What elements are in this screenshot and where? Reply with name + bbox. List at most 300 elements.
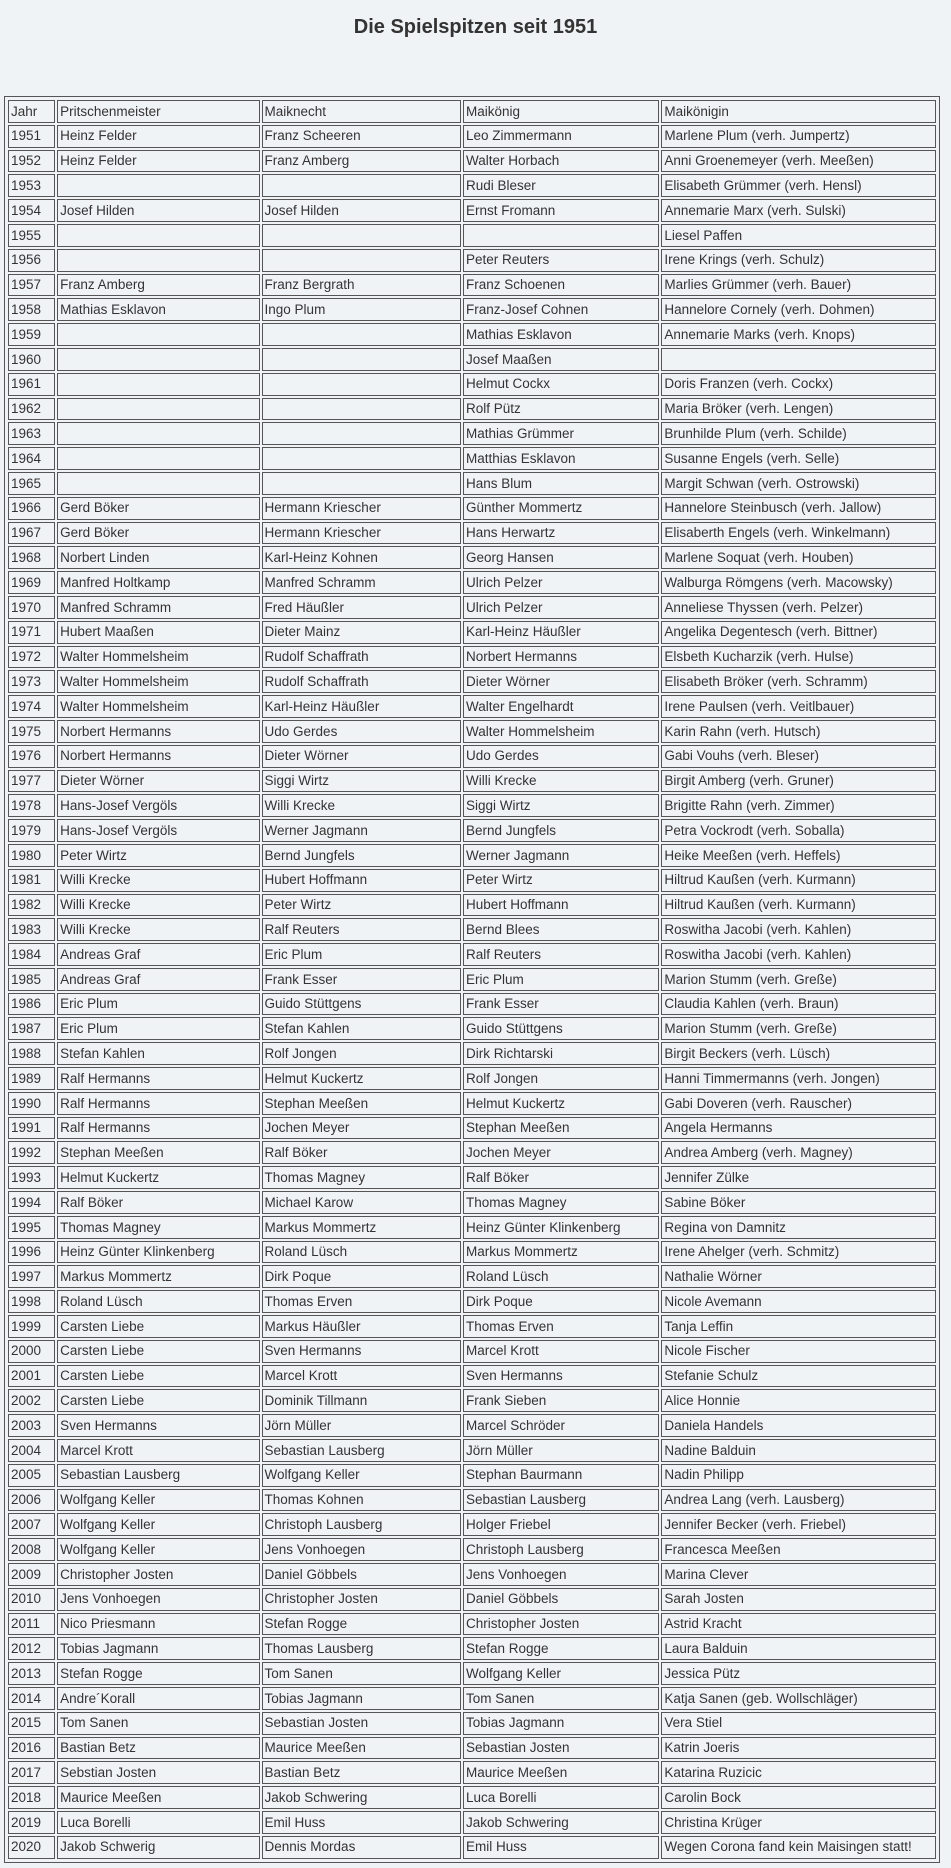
- cell-jahr: 2002: [8, 1389, 55, 1412]
- table-row: [8, 125, 936, 148]
- cell-maikoenig: Bernd Blees: [463, 918, 659, 941]
- cell-maikoenigin: Katrin Joeris: [661, 1737, 936, 1760]
- cell-maiknecht: Guido Stüttgens: [262, 993, 461, 1016]
- cell-maiknecht: Karl-Heinz Häußler: [262, 695, 461, 718]
- cell-pritschenmeister: Walter Hommelsheim: [57, 695, 259, 718]
- cell-jahr: 1962: [8, 398, 55, 421]
- cell-jahr: 2001: [8, 1365, 55, 1388]
- cell-maiknecht: Tom Sanen: [262, 1662, 461, 1685]
- cell-maikoenig: Dirk Richtarski: [463, 1042, 659, 1065]
- cell-maikoenigin: Christina Krüger: [661, 1811, 936, 1834]
- cell-maiknecht: [262, 224, 461, 247]
- cell-jahr: 1961: [8, 373, 55, 396]
- cell-maikoenigin: Astrid Kracht: [661, 1613, 936, 1636]
- cell-maikoenigin: Hannelore Cornely (verh. Dohmen): [661, 298, 936, 321]
- cell-pritschenmeister: [57, 422, 259, 445]
- table-row: [8, 1588, 936, 1611]
- cell-maikoenig: Marcel Schröder: [463, 1414, 659, 1437]
- cell-maikoenigin: Nadine Balduin: [661, 1439, 936, 1462]
- cell-jahr: 2016: [8, 1737, 55, 1760]
- cell-maikoenigin: Marion Stumm (verh. Greße): [661, 1017, 936, 1040]
- cell-maiknecht: Hubert Hoffmann: [262, 869, 461, 892]
- table-row: [8, 249, 936, 272]
- header-maiknecht: Maiknecht: [262, 100, 461, 123]
- table-row: [8, 1464, 936, 1487]
- cell-maikoenigin: Brunhilde Plum (verh. Schilde): [661, 422, 936, 445]
- cell-maikoenig: Stefan Rogge: [463, 1637, 659, 1660]
- cell-maiknecht: Dominik Tillmann: [262, 1389, 461, 1412]
- cell-maikoenigin: Irene Paulsen (verh. Veitlbauer): [661, 695, 936, 718]
- cell-pritschenmeister: Heinz Felder: [57, 150, 259, 173]
- cell-jahr: 1982: [8, 894, 55, 917]
- table-row: [8, 993, 936, 1016]
- table-row: [8, 422, 936, 445]
- cell-pritschenmeister: Wolfgang Keller: [57, 1489, 259, 1512]
- cell-pritschenmeister: Ralf Hermanns: [57, 1117, 259, 1140]
- table-row: [8, 1538, 936, 1561]
- cell-maikoenigin: Gabi Doveren (verh. Rauscher): [661, 1092, 936, 1115]
- cell-jahr: 2020: [8, 1836, 55, 1859]
- cell-jahr: 1970: [8, 596, 55, 619]
- cell-maikoenig: Matthias Esklavon: [463, 447, 659, 470]
- cell-pritschenmeister: Eric Plum: [57, 1017, 259, 1040]
- cell-maikoenigin: Petra Vockrodt (verh. Soballa): [661, 819, 936, 842]
- cell-maiknecht: Franz Amberg: [262, 150, 461, 173]
- cell-pritschenmeister: [57, 323, 259, 346]
- cell-pritschenmeister: Stephan Meeßen: [57, 1141, 259, 1164]
- table-row: [8, 1811, 936, 1834]
- table-row: [8, 869, 936, 892]
- table-row: [8, 199, 936, 222]
- header-pritschenmeister: Pritschenmeister: [57, 100, 259, 123]
- cell-maikoenig: Holger Friebel: [463, 1513, 659, 1536]
- cell-maiknecht: Ralf Böker: [262, 1141, 461, 1164]
- cell-maikoenigin: Nathalie Wörner: [661, 1265, 936, 1288]
- cell-maiknecht: Sebastian Josten: [262, 1712, 461, 1735]
- cell-maikoenigin: Tanja Leffin: [661, 1315, 936, 1338]
- cell-maikoenigin: Heike Meeßen (verh. Heffels): [661, 844, 936, 867]
- cell-maikoenigin: Nicole Avemann: [661, 1290, 936, 1313]
- cell-maikoenig: Heinz Günter Klinkenberg: [463, 1216, 659, 1239]
- cell-pritschenmeister: [57, 348, 259, 371]
- cell-maikoenigin: Walburga Römgens (verh. Macowsky): [661, 571, 936, 594]
- cell-maikoenig: Luca Borelli: [463, 1786, 659, 1809]
- cell-maikoenig: Stephan Meeßen: [463, 1117, 659, 1140]
- cell-jahr: 1993: [8, 1166, 55, 1189]
- cell-maiknecht: Udo Gerdes: [262, 720, 461, 743]
- table-row: [8, 1290, 936, 1313]
- cell-pritschenmeister: Carsten Liebe: [57, 1340, 259, 1363]
- table-row: [8, 1737, 936, 1760]
- header-maikoenig: Maikönig: [463, 100, 659, 123]
- table-row: [8, 1166, 936, 1189]
- cell-maikoenig: Willi Krecke: [463, 770, 659, 793]
- cell-maiknecht: Dieter Mainz: [262, 621, 461, 644]
- table-row: [8, 968, 936, 991]
- cell-jahr: 2000: [8, 1340, 55, 1363]
- cell-maikoenig: Ralf Reuters: [463, 943, 659, 966]
- cell-jahr: 1952: [8, 150, 55, 173]
- cell-jahr: 1988: [8, 1042, 55, 1065]
- cell-maiknecht: Maurice Meeßen: [262, 1737, 461, 1760]
- cell-maikoenig: Markus Mommertz: [463, 1241, 659, 1264]
- table-row: [8, 670, 936, 693]
- cell-jahr: 2005: [8, 1464, 55, 1487]
- cell-pritschenmeister: Dieter Wörner: [57, 770, 259, 793]
- table-row: [8, 1489, 936, 1512]
- cell-jahr: 1979: [8, 819, 55, 842]
- cell-pritschenmeister: [57, 224, 259, 247]
- cell-maiknecht: Dirk Poque: [262, 1265, 461, 1288]
- cell-maiknecht: Rudolf Schaffrath: [262, 670, 461, 693]
- cell-maiknecht: Werner Jagmann: [262, 819, 461, 842]
- cell-maikoenig: Peter Reuters: [463, 249, 659, 272]
- cell-maiknecht: Sebastian Lausberg: [262, 1439, 461, 1462]
- spielspitzen-table: [6, 98, 938, 1861]
- cell-maikoenigin: Sabine Böker: [661, 1191, 936, 1214]
- table-row: [8, 323, 936, 346]
- cell-maikoenigin: Marlene Plum (verh. Jumpertz): [661, 125, 936, 148]
- cell-maikoenigin: Hiltrud Kaußen (verh. Kurmann): [661, 894, 936, 917]
- cell-maiknecht: Dennis Mordas: [262, 1836, 461, 1859]
- cell-pritschenmeister: Markus Mommertz: [57, 1265, 259, 1288]
- cell-maikoenig: Thomas Magney: [463, 1191, 659, 1214]
- cell-maikoenigin: Margit Schwan (verh. Ostrowski): [661, 472, 936, 495]
- cell-jahr: 1983: [8, 918, 55, 941]
- cell-pritschenmeister: Sebastian Lausberg: [57, 1464, 259, 1487]
- cell-maikoenigin: Birgit Amberg (verh. Gruner): [661, 770, 936, 793]
- cell-pritschenmeister: Roland Lüsch: [57, 1290, 259, 1313]
- cell-jahr: 1984: [8, 943, 55, 966]
- cell-maikoenig: Jakob Schwering: [463, 1811, 659, 1834]
- cell-maikoenig: Günther Mommertz: [463, 497, 659, 520]
- cell-maikoenigin: Doris Franzen (verh. Cockx): [661, 373, 936, 396]
- cell-maikoenigin: Annemarie Marx (verh. Sulski): [661, 199, 936, 222]
- cell-maiknecht: Rolf Jongen: [262, 1042, 461, 1065]
- cell-maikoenigin: Jennifer Becker (verh. Friebel): [661, 1513, 936, 1536]
- cell-maiknecht: Ralf Reuters: [262, 918, 461, 941]
- cell-jahr: 2017: [8, 1761, 55, 1784]
- cell-maiknecht: [262, 472, 461, 495]
- table-row: [8, 1340, 936, 1363]
- table-row: [8, 150, 936, 173]
- cell-maikoenig: Peter Wirtz: [463, 869, 659, 892]
- cell-jahr: 2012: [8, 1637, 55, 1660]
- cell-maiknecht: Thomas Magney: [262, 1166, 461, 1189]
- cell-pritschenmeister: Carsten Liebe: [57, 1315, 259, 1338]
- cell-maiknecht: [262, 249, 461, 272]
- cell-jahr: 1973: [8, 670, 55, 693]
- cell-maiknecht: Wolfgang Keller: [262, 1464, 461, 1487]
- table-row: [8, 174, 936, 197]
- cell-maikoenigin: Anni Groenemeyer (verh. Meeßen): [661, 150, 936, 173]
- table-row: [8, 497, 936, 520]
- cell-maiknecht: Eric Plum: [262, 943, 461, 966]
- cell-jahr: 1998: [8, 1290, 55, 1313]
- cell-maikoenigin: Elisabeth Grümmer (verh. Hensl): [661, 174, 936, 197]
- cell-jahr: 1980: [8, 844, 55, 867]
- cell-maikoenig: Walter Engelhardt: [463, 695, 659, 718]
- cell-pritschenmeister: Ralf Hermanns: [57, 1092, 259, 1115]
- cell-jahr: 2007: [8, 1513, 55, 1536]
- cell-jahr: 1999: [8, 1315, 55, 1338]
- cell-maikoenig: Helmut Cockx: [463, 373, 659, 396]
- table-row: [8, 1414, 936, 1437]
- cell-maikoenig: Christopher Josten: [463, 1613, 659, 1636]
- cell-jahr: 1978: [8, 794, 55, 817]
- cell-jahr: 1956: [8, 249, 55, 272]
- cell-pritschenmeister: Jens Vonhoegen: [57, 1588, 259, 1611]
- cell-pritschenmeister: Ralf Hermanns: [57, 1067, 259, 1090]
- table-row: [8, 373, 936, 396]
- page-title: Die Spielspitzen seit 1951: [353, 16, 598, 38]
- table-row: [8, 894, 936, 917]
- cell-jahr: 1989: [8, 1067, 55, 1090]
- cell-jahr: 1996: [8, 1241, 55, 1264]
- cell-pritschenmeister: Heinz Günter Klinkenberg: [57, 1241, 259, 1264]
- cell-maikoenigin: Andrea Amberg (verh. Magney): [661, 1141, 936, 1164]
- cell-maikoenigin: Gabi Vouhs (verh. Bleser): [661, 745, 936, 768]
- cell-pritschenmeister: Eric Plum: [57, 993, 259, 1016]
- cell-maikoenig: Hans Blum: [463, 472, 659, 495]
- cell-maikoenigin: Brigitte Rahn (verh. Zimmer): [661, 794, 936, 817]
- cell-pritschenmeister: Nico Priesmann: [57, 1613, 259, 1636]
- cell-maiknecht: Jens Vonhoegen: [262, 1538, 461, 1561]
- cell-pritschenmeister: [57, 447, 259, 470]
- cell-maikoenigin: Sarah Josten: [661, 1588, 936, 1611]
- cell-maikoenigin: Irene Ahelger (verh. Schmitz): [661, 1241, 936, 1264]
- table-row: [8, 1265, 936, 1288]
- cell-maikoenigin: Marina Clever: [661, 1563, 936, 1586]
- cell-maiknecht: Sven Hermanns: [262, 1340, 461, 1363]
- cell-pritschenmeister: Hans-Josef Vergöls: [57, 794, 259, 817]
- cell-pritschenmeister: Bastian Betz: [57, 1737, 259, 1760]
- header-maikoenigin: Maikönigin: [661, 100, 936, 123]
- table-row: [8, 1836, 936, 1859]
- cell-pritschenmeister: Gerd Böker: [57, 522, 259, 545]
- cell-maikoenigin: Susanne Engels (verh. Selle): [661, 447, 936, 470]
- table-row: [8, 794, 936, 817]
- cell-maikoenigin: Hanni Timmermanns (verh. Jongen): [661, 1067, 936, 1090]
- table-row: [8, 596, 936, 619]
- cell-maikoenigin: Katarina Ruzicic: [661, 1761, 936, 1784]
- cell-pritschenmeister: Wolfgang Keller: [57, 1538, 259, 1561]
- cell-maikoenigin: Angelika Degentesch (verh. Bittner): [661, 621, 936, 644]
- table-row: [8, 348, 936, 371]
- table-row: [8, 1662, 936, 1685]
- cell-jahr: 1997: [8, 1265, 55, 1288]
- cell-maikoenig: Ernst Fromann: [463, 199, 659, 222]
- table-row: [8, 571, 936, 594]
- cell-jahr: 2019: [8, 1811, 55, 1834]
- cell-pritschenmeister: Carsten Liebe: [57, 1389, 259, 1412]
- cell-maikoenigin: Marlies Grümmer (verh. Bauer): [661, 274, 936, 297]
- cell-pritschenmeister: [57, 398, 259, 421]
- cell-maikoenig: Ulrich Pelzer: [463, 571, 659, 594]
- cell-pritschenmeister: Manfred Schramm: [57, 596, 259, 619]
- table-row: [8, 1017, 936, 1040]
- cell-pritschenmeister: Franz Amberg: [57, 274, 259, 297]
- cell-maiknecht: Dieter Wörner: [262, 745, 461, 768]
- cell-pritschenmeister: Peter Wirtz: [57, 844, 259, 867]
- cell-pritschenmeister: Heinz Felder: [57, 125, 259, 148]
- cell-maikoenig: Jens Vonhoegen: [463, 1563, 659, 1586]
- cell-jahr: 1985: [8, 968, 55, 991]
- cell-pritschenmeister: Sven Hermanns: [57, 1414, 259, 1437]
- cell-maikoenig: Jörn Müller: [463, 1439, 659, 1462]
- cell-jahr: 1992: [8, 1141, 55, 1164]
- cell-jahr: 1964: [8, 447, 55, 470]
- cell-maiknecht: Christopher Josten: [262, 1588, 461, 1611]
- cell-maiknecht: Tobias Jagmann: [262, 1687, 461, 1710]
- cell-maiknecht: Frank Esser: [262, 968, 461, 991]
- cell-pritschenmeister: Norbert Hermanns: [57, 720, 259, 743]
- table-row: [8, 1117, 936, 1140]
- cell-maikoenigin: Karin Rahn (verh. Hutsch): [661, 720, 936, 743]
- cell-maikoenigin: Francesca Meeßen: [661, 1538, 936, 1561]
- cell-pritschenmeister: Andreas Graf: [57, 968, 259, 991]
- cell-maikoenig: Eric Plum: [463, 968, 659, 991]
- cell-jahr: 1987: [8, 1017, 55, 1040]
- cell-maiknecht: Josef Hilden: [262, 199, 461, 222]
- cell-pritschenmeister: Christopher Josten: [57, 1563, 259, 1586]
- cell-pritschenmeister: Stefan Rogge: [57, 1662, 259, 1685]
- cell-maikoenigin: Marlene Soquat (verh. Houben): [661, 546, 936, 569]
- cell-maikoenigin: Elisabeth Bröker (verh. Schramm): [661, 670, 936, 693]
- cell-maiknecht: Jochen Meyer: [262, 1117, 461, 1140]
- cell-pritschenmeister: Mathias Esklavon: [57, 298, 259, 321]
- cell-jahr: 1960: [8, 348, 55, 371]
- cell-maiknecht: Ingo Plum: [262, 298, 461, 321]
- cell-maikoenig: Karl-Heinz Häußler: [463, 621, 659, 644]
- cell-jahr: 1981: [8, 869, 55, 892]
- cell-maiknecht: Thomas Lausberg: [262, 1637, 461, 1660]
- table-row: [8, 819, 936, 842]
- cell-maikoenig: Jochen Meyer: [463, 1141, 659, 1164]
- cell-maikoenig: Dieter Wörner: [463, 670, 659, 693]
- cell-jahr: 1969: [8, 571, 55, 594]
- cell-maikoenig: Josef Maaßen: [463, 348, 659, 371]
- cell-maikoenig: [463, 224, 659, 247]
- cell-jahr: 1977: [8, 770, 55, 793]
- cell-maikoenig: Rolf Pütz: [463, 398, 659, 421]
- cell-pritschenmeister: Wolfgang Keller: [57, 1513, 259, 1536]
- table-row: [8, 1067, 936, 1090]
- cell-maikoenig: Sven Hermanns: [463, 1365, 659, 1388]
- cell-maikoenig: Christoph Lausberg: [463, 1538, 659, 1561]
- table-header-row: [8, 100, 936, 123]
- table-row: [8, 398, 936, 421]
- cell-maikoenigin: Hiltrud Kaußen (verh. Kurmann): [661, 869, 936, 892]
- cell-maiknecht: [262, 398, 461, 421]
- cell-maikoenig: Udo Gerdes: [463, 745, 659, 768]
- cell-maikoenigin: Anneliese Thyssen (verh. Pelzer): [661, 596, 936, 619]
- cell-pritschenmeister: Andreas Graf: [57, 943, 259, 966]
- cell-maikoenigin: Vera Stiel: [661, 1712, 936, 1735]
- cell-jahr: 1971: [8, 621, 55, 644]
- cell-pritschenmeister: Manfred Holtkamp: [57, 571, 259, 594]
- table-row: [8, 918, 936, 941]
- cell-maiknecht: Willi Krecke: [262, 794, 461, 817]
- cell-maiknecht: Siggi Wirtz: [262, 770, 461, 793]
- cell-jahr: 1959: [8, 323, 55, 346]
- cell-maikoenigin: Marion Stumm (verh. Greße): [661, 968, 936, 991]
- cell-maikoenigin: Roswitha Jacobi (verh. Kahlen): [661, 943, 936, 966]
- cell-maikoenig: Siggi Wirtz: [463, 794, 659, 817]
- table-row: [8, 274, 936, 297]
- table-row: [8, 1216, 936, 1239]
- cell-maikoenig: Roland Lüsch: [463, 1265, 659, 1288]
- cell-jahr: 1972: [8, 646, 55, 669]
- cell-maikoenigin: Elisaberth Engels (verh. Winkelmann): [661, 522, 936, 545]
- cell-jahr: 2011: [8, 1613, 55, 1636]
- cell-pritschenmeister: Sebstian Josten: [57, 1761, 259, 1784]
- cell-maikoenig: Tobias Jagmann: [463, 1712, 659, 1735]
- cell-maikoenig: Franz-Josef Cohnen: [463, 298, 659, 321]
- cell-jahr: 2008: [8, 1538, 55, 1561]
- cell-maikoenigin: Jessica Pütz: [661, 1662, 936, 1685]
- cell-pritschenmeister: Hans-Josef Vergöls: [57, 819, 259, 842]
- cell-maikoenig: Ulrich Pelzer: [463, 596, 659, 619]
- cell-maiknecht: Jörn Müller: [262, 1414, 461, 1437]
- cell-jahr: 1958: [8, 298, 55, 321]
- cell-maiknecht: Franz Scheeren: [262, 125, 461, 148]
- cell-jahr: 1990: [8, 1092, 55, 1115]
- cell-maikoenig: Rolf Jongen: [463, 1067, 659, 1090]
- cell-maiknecht: Fred Häußler: [262, 596, 461, 619]
- cell-jahr: 2013: [8, 1662, 55, 1685]
- table-row: [8, 224, 936, 247]
- cell-jahr: 2006: [8, 1489, 55, 1512]
- cell-maikoenig: Emil Huss: [463, 1836, 659, 1859]
- cell-maiknecht: Helmut Kuckertz: [262, 1067, 461, 1090]
- cell-maikoenig: Bernd Jungfels: [463, 819, 659, 842]
- cell-maikoenigin: Angela Hermanns: [661, 1117, 936, 1140]
- cell-maiknecht: Karl-Heinz Kohnen: [262, 546, 461, 569]
- cell-jahr: 2009: [8, 1563, 55, 1586]
- cell-maiknecht: [262, 323, 461, 346]
- cell-maikoenigin: Daniela Handels: [661, 1414, 936, 1437]
- cell-maiknecht: Thomas Kohnen: [262, 1489, 461, 1512]
- table-row: [8, 1365, 936, 1388]
- table-row: [8, 1191, 936, 1214]
- cell-pritschenmeister: Carsten Liebe: [57, 1365, 259, 1388]
- table-row: [8, 298, 936, 321]
- cell-maikoenigin: Liesel Paffen: [661, 224, 936, 247]
- table-row: [8, 1439, 936, 1462]
- cell-maikoenigin: Alice Honnie: [661, 1389, 936, 1412]
- cell-maikoenig: Werner Jagmann: [463, 844, 659, 867]
- table-row: [8, 447, 936, 470]
- cell-maikoenig: Franz Schoenen: [463, 274, 659, 297]
- cell-maikoenig: Hans Herwartz: [463, 522, 659, 545]
- cell-maikoenigin: Nadin Philipp: [661, 1464, 936, 1487]
- cell-maikoenigin: Birgit Beckers (verh. Lüsch): [661, 1042, 936, 1065]
- cell-maikoenig: Dirk Poque: [463, 1290, 659, 1313]
- cell-maikoenigin: Carolin Bock: [661, 1786, 936, 1809]
- cell-maikoenigin: [661, 348, 936, 371]
- cell-maikoenig: Maurice Meeßen: [463, 1761, 659, 1784]
- table-row: [8, 1092, 936, 1115]
- cell-jahr: 1986: [8, 993, 55, 1016]
- cell-maikoenigin: Elsbeth Kucharzik (verh. Hulse): [661, 646, 936, 669]
- cell-jahr: 2014: [8, 1687, 55, 1710]
- table-row: [8, 1513, 936, 1536]
- cell-maikoenig: Rudi Bleser: [463, 174, 659, 197]
- cell-jahr: 1991: [8, 1117, 55, 1140]
- cell-jahr: 1965: [8, 472, 55, 495]
- cell-maiknecht: Manfred Schramm: [262, 571, 461, 594]
